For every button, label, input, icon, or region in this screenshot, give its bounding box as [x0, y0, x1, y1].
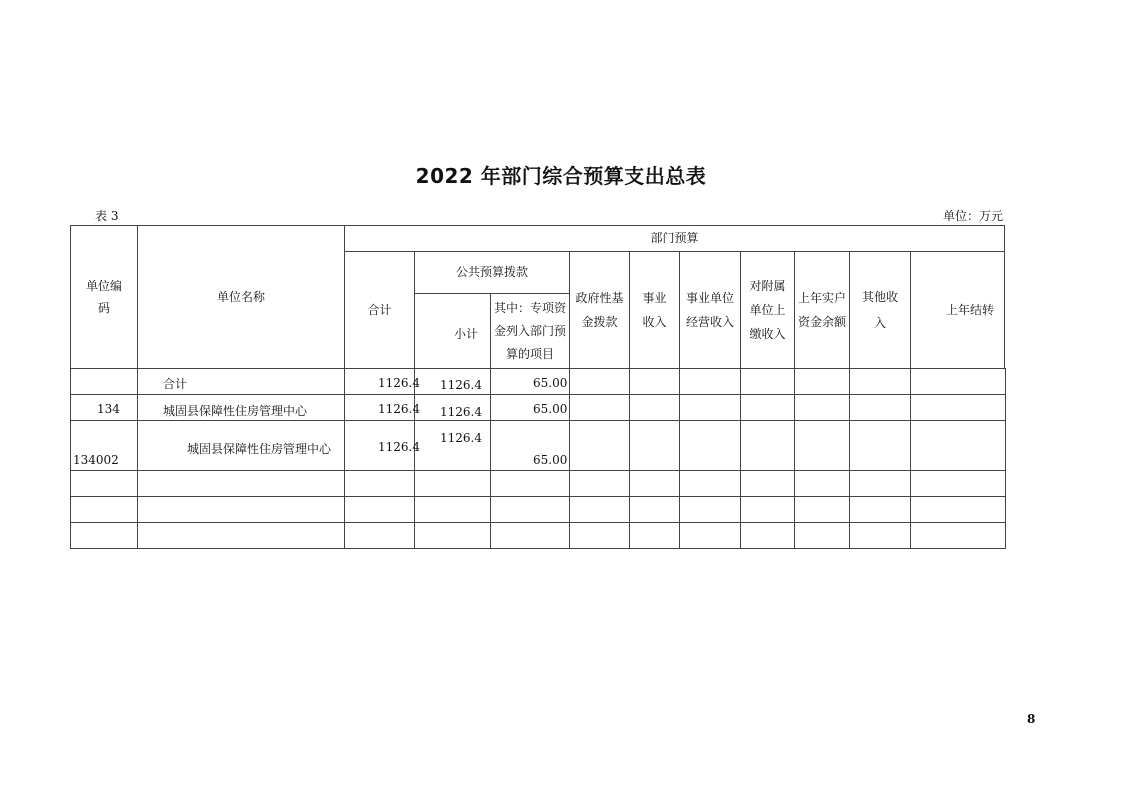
table-cell: [569, 522, 630, 549]
table-cell: [70, 470, 138, 497]
table-cell: [569, 420, 630, 471]
table-cell: [344, 496, 415, 523]
table-cell: [910, 420, 1006, 471]
table-cell: [569, 368, 630, 395]
table-cell: [629, 420, 680, 471]
row-134-name: 城固县保障性住房管理中心: [163, 404, 308, 418]
table-cell: [849, 496, 911, 523]
header-public-budget-label: 公共预算拨款: [455, 265, 528, 279]
table-cell: [910, 470, 1006, 497]
table-cell: [490, 496, 570, 523]
header-public-budget: [414, 251, 570, 294]
table-cell: [70, 496, 138, 523]
table-cell: [794, 368, 850, 395]
table-cell: [794, 394, 850, 421]
table-cell: [569, 496, 630, 523]
table-cell: [344, 470, 415, 497]
header-gov-fund: [569, 251, 630, 369]
table-cell: [679, 522, 741, 549]
row-134002-special: 65.00: [533, 453, 568, 467]
header-prior-carryover: [910, 251, 1005, 369]
row-total-total: 1126.4: [378, 376, 420, 390]
table-cell: [740, 420, 795, 471]
table-cell: [794, 470, 850, 497]
table-cell: [679, 394, 741, 421]
header-prior-carryover-label: 上年结转: [945, 302, 994, 317]
table-cell: [629, 496, 680, 523]
row-134002-subtotal: 1126.4: [440, 431, 482, 445]
table-label: 表 3: [95, 209, 119, 223]
page-title: 2022 年部门综合预算支出总表: [415, 164, 707, 188]
table-cell: [70, 368, 138, 395]
table-cell: [740, 470, 795, 497]
table-cell: [740, 394, 795, 421]
header-unit-name-label: 单位名称: [216, 289, 265, 304]
header-subtotal: [414, 293, 491, 369]
table-cell: [414, 522, 491, 549]
header-dept-budget: [344, 225, 1005, 252]
header-other-income: [849, 251, 911, 369]
header-business-income-label: 事业收入: [642, 291, 667, 329]
table-cell: [740, 522, 795, 549]
table-cell: [910, 522, 1006, 549]
unit-label: 单位：万元: [942, 209, 1003, 223]
header-operating-income: [679, 251, 741, 369]
table-cell: [679, 420, 741, 471]
header-special-funds: [490, 293, 570, 369]
header-operating-income-label: 事业单位经营收入: [685, 291, 734, 329]
row-134002-code: 134002: [73, 453, 119, 467]
table-cell: [910, 368, 1006, 395]
header-prior-balance: [794, 251, 850, 369]
header-unit-code: [70, 225, 138, 369]
header-unit-code-label: 单位编码: [85, 279, 122, 315]
row-134002-name: 城固县保障性住房管理中心: [187, 442, 332, 456]
table-cell: [137, 496, 345, 523]
table-cell: [740, 368, 795, 395]
table-cell: [849, 394, 911, 421]
header-subsidiary-income-label: 对附属单位上缴收入: [749, 279, 786, 341]
table-cell: [629, 394, 680, 421]
table-cell: [794, 522, 850, 549]
table-cell: [490, 470, 570, 497]
table-cell: [794, 420, 850, 471]
table-cell: [849, 470, 911, 497]
row-134-special: 65.00: [533, 402, 568, 416]
page-number: 8: [1027, 712, 1036, 726]
row-134002-total: 1126.4: [378, 440, 420, 454]
table-cell: [569, 470, 630, 497]
table-cell: [344, 522, 415, 549]
row-total-name: 合计: [163, 377, 188, 391]
row-total-special: 65.00: [533, 376, 568, 390]
table-cell: [414, 496, 491, 523]
header-business-income: [629, 251, 680, 369]
table-cell: [910, 496, 1006, 523]
table-cell: [849, 368, 911, 395]
table-cell: [629, 522, 680, 549]
header-other-income-label: 其他收入: [861, 290, 898, 330]
table-cell: [794, 496, 850, 523]
row-134-subtotal: 1126.4: [440, 405, 482, 419]
table-cell: [70, 522, 138, 549]
header-subsidiary-income: [740, 251, 795, 369]
table-cell: [629, 368, 680, 395]
header-gov-fund-label: 政府性基金拨款: [575, 291, 624, 329]
header-dept-budget-label: 部门预算: [650, 231, 699, 245]
row-134-total: 1126.4: [378, 402, 420, 416]
row-134-code: 134: [97, 402, 120, 416]
row-total-subtotal: 1126.4: [440, 378, 482, 392]
table-cell: [629, 470, 680, 497]
table-cell: [137, 470, 345, 497]
header-total-label: 合计: [367, 302, 392, 317]
table-cell: [849, 420, 911, 471]
header-total: [344, 251, 415, 369]
table-cell: [490, 522, 570, 549]
header-unit-name: [137, 225, 345, 369]
table-cell: [679, 368, 741, 395]
table-cell: [137, 522, 345, 549]
table-cell: [569, 394, 630, 421]
table-cell: [679, 496, 741, 523]
table-cell: [740, 496, 795, 523]
table-cell: [414, 470, 491, 497]
header-special-funds-label: 其中：专项资金列入部门预算的项目: [494, 300, 567, 361]
table-cell: [679, 470, 741, 497]
header-subtotal-label: 小计: [453, 326, 478, 341]
table-cell: [414, 420, 491, 471]
table-cell: [910, 394, 1006, 421]
header-prior-balance-label: 上年实户资金余额: [798, 291, 847, 329]
table-cell: [849, 522, 911, 549]
